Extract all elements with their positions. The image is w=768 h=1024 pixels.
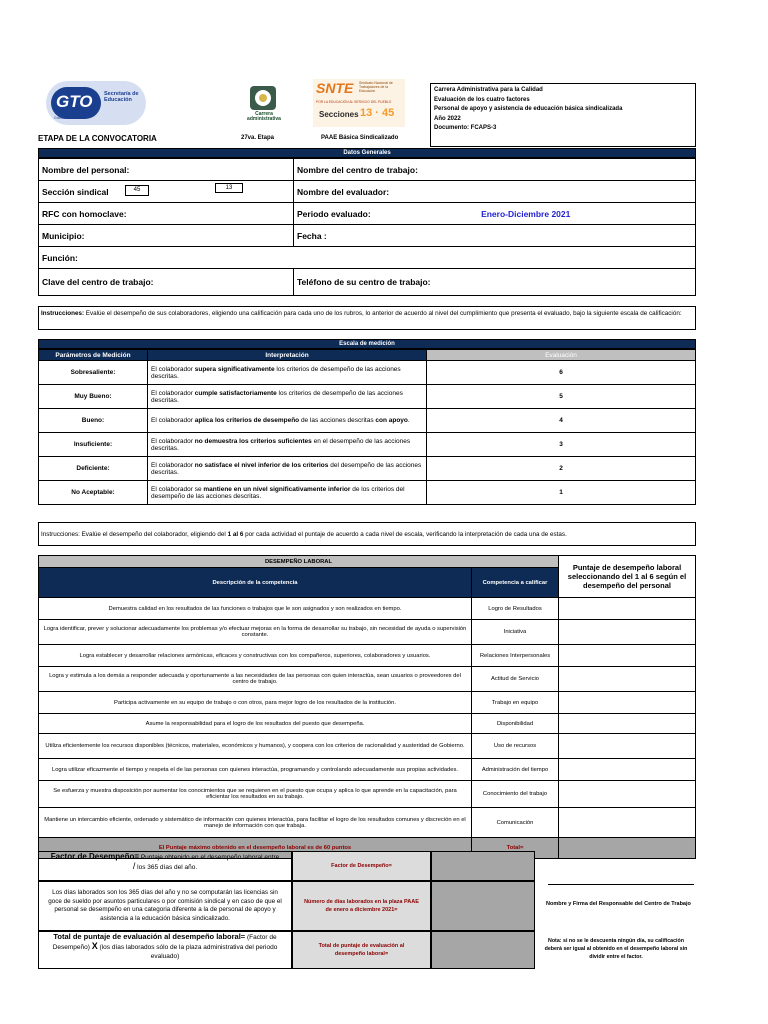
score-input[interactable] — [559, 781, 696, 808]
score-input[interactable] — [559, 759, 696, 781]
escala-interp: El colaborador se mantiene en un nivel significativamente inferior de los criterios del desempeño de las acciones descritas. — [148, 481, 427, 505]
escala-param: Insuficiente: — [39, 433, 148, 457]
nombre-personal-label: Nombre del personal: — [39, 159, 294, 181]
competencia-name: Iniciativa — [472, 620, 559, 645]
total-puntaje-value[interactable] — [431, 931, 535, 969]
instrucciones-label: Instrucciones: — [41, 310, 85, 317]
competencia-name: Uso de recursos — [472, 734, 559, 759]
seccion-input-b[interactable]: 13 — [215, 183, 243, 193]
competencia-name: Disponibilidad — [472, 714, 559, 734]
score-input[interactable] — [559, 734, 696, 759]
nombre-evaluador-label: Nombre del evaluador: — [294, 181, 696, 203]
info-line: Año 2022 — [434, 115, 461, 122]
carrera-administrativa-logo — [246, 84, 280, 128]
gto-logo-text: GTO — [56, 92, 93, 111]
stage-number: 27va. Etapa — [241, 135, 275, 141]
score-input[interactable] — [559, 598, 696, 620]
escala-interp: El colaborador supera significativamente los criterios de desempeño de las acciones descritas. — [148, 361, 427, 385]
escala-eval: 1 — [427, 481, 696, 505]
gto-logo-subtitle: Secretaría de Educación — [104, 91, 139, 104]
competencia-name: Conocimiento del trabajo — [472, 781, 559, 808]
escala-param: Muy Bueno: — [39, 385, 148, 409]
seccion-cell — [39, 181, 294, 203]
competencia-name: Trabajo en equipo — [472, 692, 559, 714]
table-row — [39, 667, 696, 692]
desempeno-table — [38, 555, 696, 859]
escala-interp: El colaborador no demuestra los criterios suficientes en el desempeño de las acciones descritas. — [148, 433, 427, 457]
table-row — [39, 808, 696, 838]
escala-title: Escala de medición — [38, 339, 696, 349]
competencia-desc: Demuestra calidad en los resultados de las funciones o trabajos que le son asignados y son realizados en tiempo. — [39, 598, 472, 620]
seccion-input-a[interactable]: 45 — [125, 185, 149, 196]
escala-eval: 2 — [427, 457, 696, 481]
puntaje-maximo-note: El Puntaje máximo obtenido en el desempeño laboral es de 60 puntos — [39, 838, 472, 859]
competencia-desc: Logra establecer y desarrollar relaciones armónicas, eficaces y constructivas con los compañeros, superiores, colaboradores y usuarios. — [39, 645, 472, 667]
total-label: Total= — [472, 838, 559, 859]
competencia-desc: Logra identificar, prever y solucionar adecuadamente los problemas y/o efectuar mejoras en la forma de desarrollar su trabajo, sin necesidad de ayuda o supervisión constante. — [39, 620, 472, 645]
escala-interp: El colaborador no satisface el nivel inferior de los criterios del desempeño de las acciones descritas. — [148, 457, 427, 481]
dias-laborados-value[interactable] — [431, 881, 535, 931]
gto-logo — [46, 81, 146, 125]
dias-laborados-box: Los días laborados son los 365 días del año y no se computarán las licencias sin goce de sueldo por asuntos particulares o por comisión sindical y en caso de que el personal se desempeño en una categoria diferente a la de personal de apoyo y asistencia a la educación básica sindicalizado. — [38, 881, 292, 931]
factor-value[interactable] — [431, 851, 535, 881]
snte-logo — [313, 79, 405, 127]
desempeno-header-comp: Competencia a calificar — [472, 568, 559, 598]
total-puntaje-box: Total de puntaje de evaluación al desempeño laboral= (Factor de Desempeño) X (los días laborados sólo de la plaza administrativa del periodo evaluado) — [38, 931, 292, 969]
total-puntaje-label: Total de puntaje de evaluación al desempeño laboral= — [292, 931, 431, 969]
table-row — [39, 692, 696, 714]
competencia-name: Actitud de Servicio — [472, 667, 559, 692]
score-input[interactable] — [559, 714, 696, 734]
table-row — [39, 714, 696, 734]
score-input[interactable] — [559, 692, 696, 714]
table-row — [39, 781, 696, 808]
competencia-desc: Asume la responsabilidad para el logro de los resultados del puesto que desempeña. — [39, 714, 472, 734]
datos-generales-table — [38, 158, 696, 296]
score-input[interactable] — [559, 620, 696, 645]
snte-logo-text: SNTE — [316, 80, 354, 96]
document-info-box — [430, 83, 696, 147]
instrucciones-2-box — [38, 522, 696, 546]
datos-generales-title: Datos Generales — [38, 148, 696, 158]
table-row — [39, 620, 696, 645]
competencia-name: Relaciones Interpersonales — [472, 645, 559, 667]
score-input[interactable] — [559, 667, 696, 692]
program-label: PAAE Básica Sindicalizado — [321, 135, 399, 141]
competencia-desc: Logra y estimula a los demás a responder adecuada y oportunamente a las necesidades de las personas con quien interactúa, sean usuarios o proveedores del centro de trabajo. — [39, 667, 472, 692]
secciones-label: Secciones — [319, 110, 359, 119]
total-value[interactable] — [559, 838, 696, 859]
table-row — [39, 759, 696, 781]
escala-header-interp: Interpretación — [148, 350, 427, 361]
periodo-cell — [294, 203, 696, 225]
snte-subtitle: Sindicato Nacional de Trabajadores de la Educación — [359, 81, 393, 94]
factor-box: Factor de Desempeño= Puntaje obtenido en el desempeño laboral entre / los 365 días del año. — [38, 851, 292, 881]
firma-label: Nombre y Firma del Responsable del Centro de Trabajo — [546, 901, 691, 907]
instrucciones-box — [38, 306, 696, 330]
secciones-numbers: 13 · 45 — [360, 107, 395, 119]
clave-label: Clave del centro de trabajo: — [39, 269, 294, 296]
competencia-desc: Mantiene un intercambio eficiente, ordenado y sistemático de información con quienes interactúa, para facilitar el logro de los resultados comunes y discreción en el manejo de información con que trabaja. — [39, 808, 472, 838]
escala-header-eval: Evaluación — [427, 350, 696, 361]
funcion-label: Función: — [39, 247, 696, 269]
competencia-desc: Se esfuerza y muestra disposición por aumentar los conocimientos que se requieren en el puesto que ocupa y aplica lo que aprende en la capacitación, para eficientar los resultados en su trabajo. — [39, 781, 472, 808]
fecha-label: Fecha : — [294, 225, 696, 247]
escala-eval: 3 — [427, 433, 696, 457]
score-input[interactable] — [559, 645, 696, 667]
instrucciones-2-text: Instrucciones: Evalúe el desempeño del colaborador, eligiendo del 1 al 6 por cada actividad el puntaje de acuerdo a cada nivel de escala, verificando la interpretación de cada una de estas. — [41, 530, 567, 538]
telefono-label: Teléfono de su centro de trabajo: — [294, 269, 696, 296]
competencia-name: Comunicación — [472, 808, 559, 838]
rfc-label: RFC con homoclave: — [39, 203, 294, 225]
escala-param: No Aceptable: — [39, 481, 148, 505]
periodo-label: Periodo evaluado: — [297, 208, 371, 219]
carrera-logo-text: Carrera administrativa — [247, 111, 281, 122]
municipio-label: Municipio: — [39, 225, 294, 247]
gto-logo-tagline: Grandeza de México — [54, 116, 87, 120]
snte-motto: POR LA EDUCACIÓN AL SERVICIO DEL PUEBLO — [316, 100, 392, 104]
competencia-desc: Logra utilizar eficazmente el tiempo y respeta el de las personas con quienes interactúa, programando y controlando adecuadamente sus propias actividades. — [39, 759, 472, 781]
escala-table — [38, 349, 696, 505]
escala-eval: 5 — [427, 385, 696, 409]
escala-param: Bueno: — [39, 409, 148, 433]
dias-laborados-label: Número de días laborados en la plaza PAAE de enero a diciembre 2021= — [292, 881, 431, 931]
table-row — [39, 645, 696, 667]
factor-label: Factor de Desempeño= — [292, 851, 431, 881]
firma-line — [548, 884, 694, 885]
stage-title: ETAPA DE LA CONVOCATORIA — [38, 134, 157, 143]
competencia-name: Logro de Resultados — [472, 598, 559, 620]
escala-eval: 4 — [427, 409, 696, 433]
info-line: Evaluación de los cuatro factores — [434, 96, 530, 103]
info-line: Documento: FCAPS-3 — [434, 125, 497, 131]
escala-header-param: Parámetros de Medición — [39, 350, 148, 361]
info-line: Carrera Administrativa para la Calidad — [434, 87, 543, 93]
desempeno-title: DESEMPEÑO LABORAL — [39, 556, 559, 568]
instrucciones-text: Evalúe el desempeño de sus colaboradores, eligiendo una calificación para cada uno de los rubros, lo anterior de acuerdo al nivel del cumplimiento que presenta el evaluado, bajo la siguiente escala de calificación: — [84, 310, 682, 317]
table-row — [39, 598, 696, 620]
escala-param: Deficiente: — [39, 457, 148, 481]
escala-interp: El colaborador cumple satisfactoriamente los criterios de desempeño de las acciones descritas. — [148, 385, 427, 409]
competencia-desc: Utiliza eficientemente los recursos disponibles (técnicos, materiales, económicos y humanos), y coopera con los criterios de racionalidad y austeridad de Gobierno. — [39, 734, 472, 759]
competencia-name: Administración del tiempo — [472, 759, 559, 781]
table-row — [39, 734, 696, 759]
competencia-desc: Participa activamente en su equipo de trabajo o con otros, para mejor logro de los resultados de la institución. — [39, 692, 472, 714]
escala-param: Sobresaliente: — [39, 361, 148, 385]
desempeno-header-desc: Descripción de la competencia — [39, 568, 472, 598]
escala-eval: 6 — [427, 361, 696, 385]
nota-text: Nota: si no se le descuenta ningún día, su calificación deberá ser igual al obtenido en el desempeño laboral sin dividir entre el factor. — [544, 938, 688, 960]
seccion-label: Sección sindical — [42, 186, 109, 197]
score-input[interactable] — [559, 808, 696, 838]
carrera-emblem-icon — [246, 84, 280, 112]
nombre-centro-label: Nombre del centro de trabajo: — [294, 159, 696, 181]
desempeno-header-score: Puntaje de desempeño laboral seleccionando del 1 al 6 según el desempeño del personal — [559, 556, 696, 598]
info-line: Personal de apoyo y asistencia de educación básica sindicalizada — [434, 106, 623, 112]
periodo-value: Enero-Diciembre 2021 — [481, 208, 571, 219]
escala-interp: El colaborador aplica los criterios de desempeño de las acciones descritas con apoyo. — [148, 409, 427, 433]
